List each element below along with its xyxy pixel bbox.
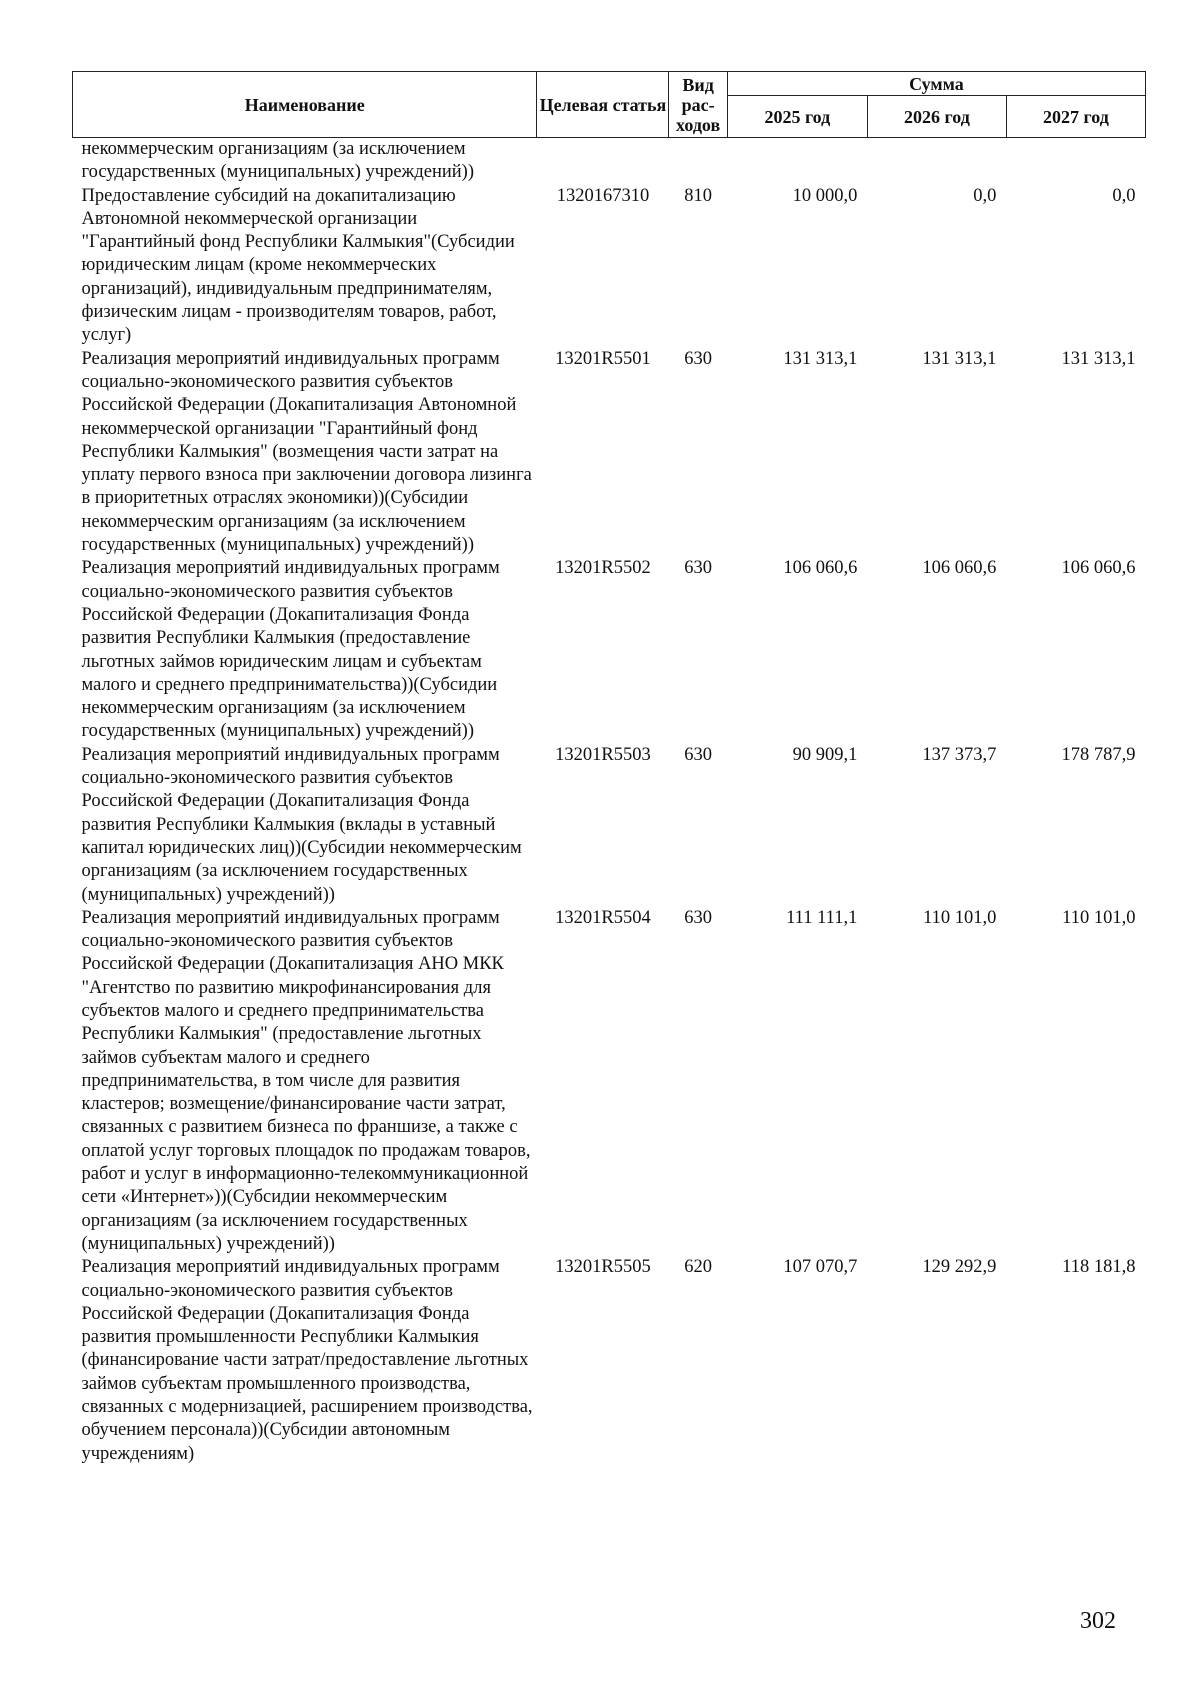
budget-table	[72, 71, 1146, 1466]
table-row	[73, 744, 1146, 907]
row-sum-2026: 137 373,7	[922, 744, 997, 765]
row-sum-2026: 0,0	[973, 185, 997, 206]
table-header	[73, 72, 1146, 138]
table-row	[73, 1256, 1146, 1466]
header-year-2026: 2026 год	[867, 96, 1006, 138]
row-code: 13201R5505	[555, 1257, 651, 1278]
table-row	[73, 348, 1146, 558]
row-sum-2025: 10 000,0	[792, 185, 858, 206]
table-row	[73, 185, 1146, 348]
row-name: Реализация мероприятий индивидуальных программ социально-экономического развития субъектов Российской Федерации (Докапитализация Фонда развития Республики Калмыкия (предоставление льготных займов юридическим лицам и субъектам малого и среднего предпринимательства))(Субсидии некоммерческим организациям (за исключением государственных (муниципальных) учреждений))	[81, 558, 500, 742]
row-sum-2025: 90 909,1	[792, 744, 858, 765]
row-kind: 630	[684, 744, 712, 765]
row-name: Реализация мероприятий индивидуальных программ социально-экономического развития субъектов Российской Федерации (Докапитализация Фонда развития Республики Калмыкия (вклады в уставный капитал юридических лиц))(Субсидии некоммерческим организациям (за исключением государственных (муниципальных) учреждений))	[81, 744, 522, 905]
row-code: 13201R5503	[555, 744, 651, 765]
table-row	[73, 557, 1146, 743]
row-sum-2026: 129 292,9	[922, 1257, 997, 1278]
row-sum-2025: 107 070,7	[783, 1257, 858, 1278]
row-sum-2027: 131 313,1	[1061, 348, 1136, 369]
row-name: Реализация мероприятий индивидуальных программ социально-экономического развития субъектов Российской Федерации (Докапитализация Автономной некоммерческой организации "Гарантийный фонд Республики Калмыкия" (возмещения части затрат на уплату первого взноса при заключении договора лизинга в приоритетных отраслях экономики))(Субсидии некоммерческим организациям (за исключением государственных (муниципальных) учреждений))	[81, 348, 532, 556]
table-row-continuation	[73, 138, 1146, 185]
page-number: 302	[1080, 1608, 1116, 1634]
row-sum-2025: 111 111,1	[786, 907, 858, 928]
row-kind: 810	[684, 185, 712, 206]
row-sum-2026: 131 313,1	[922, 348, 997, 369]
row-sum-2027: 118 181,8	[1062, 1257, 1136, 1278]
row-kind: 630	[684, 907, 712, 928]
row-code: 1320167310	[556, 185, 650, 206]
header-year-2025: 2025 год	[727, 96, 867, 138]
row-code: 13201R5504	[555, 907, 651, 928]
header-year-2027: 2027 год	[1006, 96, 1145, 138]
row-sum-2027: 0,0	[1112, 185, 1136, 206]
row-sum-2027: 110 101,0	[1062, 907, 1136, 928]
row-sum-2025: 106 060,6	[783, 558, 858, 579]
row-code: 13201R5502	[555, 558, 651, 579]
table-row	[73, 907, 1146, 1256]
row-kind: 620	[684, 1257, 712, 1278]
row-sum-2027: 106 060,6	[1061, 558, 1136, 579]
row-name: Реализация мероприятий индивидуальных программ социально-экономического развития субъектов Российской Федерации (Докапитализация АНО МКК "Агентство по развитию микрофинансирования для субъектов малого и среднего предпринимательства Республики Калмыкия" (предоставление льготных займов субъектам малого и среднего предпринимательства, в том числе для развития кластеров; возмещение/финансирование части затрат, связанных с развитием бизнеса по франшизе, а также с оплатой услуг торговых площадок по продажам товаров, работ и услуг в информационно-телекоммуникационной сети «Интернет»))(Субсидии некоммерческим организациям (за исключением государственных (муниципальных) учреждений))	[81, 907, 531, 1254]
header-code: Целевая статья	[537, 72, 669, 138]
row-name: некоммерческим организациям (за исключением государственных (муниципальных) учреждений))	[81, 139, 474, 183]
row-kind: 630	[684, 348, 712, 369]
header-name: Наименование	[73, 72, 537, 138]
row-sum-2025: 131 313,1	[783, 348, 858, 369]
row-sum-2026: 106 060,6	[922, 558, 997, 579]
row-name: Предоставление субсидий на докапитализацию Автономной некоммерческой организации "Гарантийный фонд Республики Калмыкия"(Субсидии юридическим лицам (кроме некоммерческих организаций), индивидуальным предпринимателям, физическим лицам - производителям товаров, работ, услуг)	[81, 185, 515, 346]
row-kind: 630	[684, 558, 712, 579]
row-name: Реализация мероприятий индивидуальных программ социально-экономического развития субъектов Российской Федерации (Докапитализация Фонда развития промышленности Республики Калмыкия (финансирование части затрат/предоставление льготных займов субъектам промышленного производства, связанных с модернизацией, расширением производства, обучением персонала))(Субсидии автономным учреждениям)	[81, 1257, 533, 1464]
header-kind: Вид рас-ходов	[669, 72, 727, 138]
row-code: 13201R5501	[555, 348, 651, 369]
header-sum: Сумма	[727, 72, 1145, 96]
row-sum-2027: 178 787,9	[1061, 744, 1136, 765]
row-sum-2026: 110 101,0	[923, 907, 997, 928]
